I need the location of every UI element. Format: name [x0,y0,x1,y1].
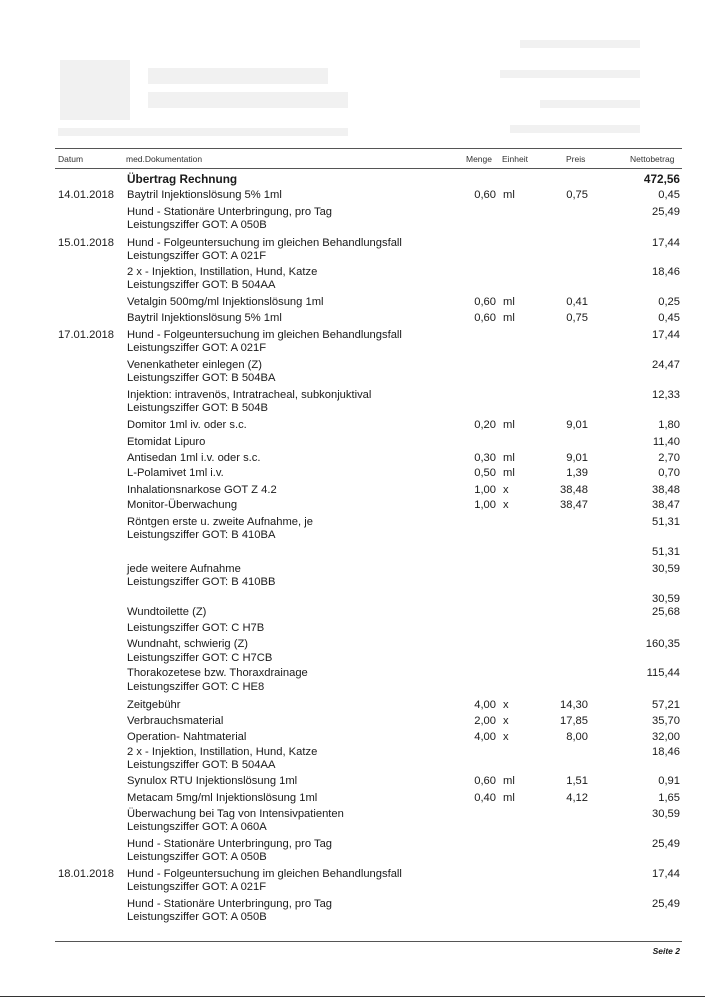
cell-desc: Leistungsziffer GOT: A 021F [127,881,267,893]
page-number: Seite 2 [652,946,680,956]
bottom-rule [55,941,682,942]
cell-desc: Vetalgin 500mg/ml Injektionslösung 1ml [127,296,324,308]
col-header-einheit: Einheit [502,154,528,164]
cell-desc: Hund - Stationäre Unterbringung, pro Tag [127,898,333,910]
cell-desc: Metacam 5mg/ml Injektionslösung 1ml [127,792,318,804]
cell-net: 25,68 [652,606,680,618]
cell-unit: x [503,715,509,727]
cell-menge: 0,60 [474,775,496,787]
cell-menge: 0,30 [474,452,496,464]
cell-unit: ml [503,452,515,464]
cell-net: 18,46 [652,746,680,758]
cell-price: 9,01 [566,419,588,431]
cell-desc: Monitor-Überwachung [127,499,238,511]
cell-menge: 0,60 [474,296,496,308]
cell-desc: Leistungsziffer GOT: A 050B [127,851,267,863]
cell-desc: Leistungsziffer GOT: B 410BA [127,529,276,541]
cell-date: 14.01.2018 [58,189,114,201]
cell-net: 12,33 [652,389,680,401]
cell-unit: x [503,499,509,511]
cell-net: 51,31 [652,516,680,528]
cell-desc: Zeitgebühr [127,699,181,711]
cell-net: 0,91 [658,775,680,787]
cell-net: 30,59 [652,563,680,575]
cell-menge: 4,00 [474,699,496,711]
cell-price: 0,75 [566,189,588,201]
cell-unit: x [503,484,509,496]
cell-desc: Leistungsziffer GOT: A 021F [127,250,267,262]
cell-desc: Domitor 1ml iv. oder s.c. [127,419,247,431]
cell-net: 30,59 [652,808,680,820]
cell-desc: Injektion: intravenös, Intratracheal, subkonjuktival [127,389,372,401]
cell-net: 115,44 [646,667,680,679]
cell-menge: 0,40 [474,792,496,804]
cell-net: 18,46 [652,266,680,278]
cell-desc: Thorakozetese bzw. Thoraxdrainage [127,667,308,679]
cell-desc: Hund - Folgeuntersuchung im gleichen Behandlungsfall [127,868,402,880]
cell-price: 38,48 [560,484,588,496]
cell-desc: Leistungsziffer GOT: C H7CB [127,652,273,664]
cell-desc: Verbrauchsmaterial [127,715,224,727]
cell-desc: Leistungsziffer GOT: C H7B [127,622,265,634]
faded-address-block [480,30,650,140]
cell-desc: Inhalationsnarkose GOT Z 4.2 [127,484,277,496]
cell-price: 1,39 [566,467,588,479]
header-rule [55,168,682,169]
cell-unit: x [503,731,509,743]
cell-desc: Venenkatheter einlegen (Z) [127,359,262,371]
cell-menge: 0,60 [474,189,496,201]
cell-date: 17.01.2018 [58,329,114,341]
cell-net: 17,44 [652,329,680,341]
cell-unit: ml [503,792,515,804]
cell-net: 25,49 [652,838,680,850]
cell-net: 0,45 [658,189,680,201]
cell-price: 0,41 [566,296,588,308]
cell-unit: ml [503,189,515,201]
faded-logo-watermark [58,40,358,140]
cell-desc: Leistungsziffer GOT: B 504AA [127,279,276,291]
cell-desc: Hund - Folgeuntersuchung im gleichen Behandlungsfall [127,237,402,249]
cell-date: 18.01.2018 [58,868,114,880]
cell-date: 15.01.2018 [58,237,114,249]
cell-desc: Leistungsziffer GOT: B 504B [127,402,268,414]
col-header-nettobetrag: Nettobetrag [630,154,675,164]
col-header-preis: Preis [566,154,586,164]
cell-net: 0,25 [658,296,680,308]
cell-desc: Leistungsziffer GOT: A 050B [127,219,267,231]
cell-net: 17,44 [652,868,680,880]
cell-unit: ml [503,312,515,324]
cell-desc: Röntgen erste u. zweite Aufnahme, je [127,516,313,528]
cell-menge: 4,00 [474,731,496,743]
cell-desc: Baytril Injektionslösung 5% 1ml [127,189,282,201]
cell-desc: Synulox RTU Injektionslösung 1ml [127,775,298,787]
cell-unit: ml [503,419,515,431]
cell-desc: 2 x - Injektion, Instillation, Hund, Katze [127,746,318,758]
cell-menge: 1,00 [474,499,496,511]
cell-menge: 1,00 [474,484,496,496]
cell-price: 0,75 [566,312,588,324]
cell-net: 38,48 [652,484,680,496]
cell-desc: Operation- Nahtmaterial [127,731,247,743]
cell-net: 38,47 [652,499,680,511]
cell-price: 14,30 [560,699,588,711]
cell-price: 4,12 [566,792,588,804]
cell-net: 24,47 [652,359,680,371]
cell-desc: Leistungsziffer GOT: A 021F [127,342,267,354]
cell-desc: jede weitere Aufnahme [127,563,241,575]
cell-desc: Wundnaht, schwierig (Z) [127,638,249,650]
cell-menge: 0,60 [474,312,496,324]
cell-net: 0,45 [658,312,680,324]
col-header-menge: Menge [466,154,492,164]
cell-price: 38,47 [560,499,588,511]
cell-price: 8,00 [566,731,588,743]
cell-unit: ml [503,296,515,308]
uebertrag-label: Übertrag Rechnung [127,172,238,186]
col-header-datum: Datum [58,154,84,164]
cell-desc: 2 x - Injektion, Instillation, Hund, Katze [127,266,318,278]
top-rule [55,148,682,149]
cell-net: 32,00 [652,731,680,743]
cell-desc: Antisedan 1ml i.v. oder s.c. [127,452,261,464]
cell-net: 2,70 [658,452,680,464]
cell-net: 35,70 [652,715,680,727]
cell-desc: Baytril Injektionslösung 5% 1ml [127,312,282,324]
cell-net: 1,65 [658,792,680,804]
cell-desc: Überwachung bei Tag von Intensivpatienten [127,808,344,820]
cell-price: 1,51 [566,775,588,787]
cell-menge: 0,20 [474,419,496,431]
cell-net: 25,49 [652,898,680,910]
cell-price: 9,01 [566,452,588,464]
cell-net: 51,31 [652,546,680,558]
cell-desc: Hund - Folgeuntersuchung im gleichen Behandlungsfall [127,329,402,341]
cell-net: 17,44 [652,237,680,249]
cell-desc: Leistungsziffer GOT: C HE8 [127,681,265,693]
page-edge-line [0,996,705,997]
cell-price: 17,85 [560,715,588,727]
cell-net: 160,35 [645,638,680,650]
cell-desc: Leistungsziffer GOT: A 050B [127,911,267,923]
cell-desc: Leistungsziffer GOT: B 504BA [127,372,276,384]
cell-net: 25,49 [652,206,680,218]
cell-net: 11,40 [652,436,680,448]
cell-desc: L-Polamivet 1ml i.v. [127,467,224,479]
cell-desc: Etomidat Lipuro [127,436,206,448]
cell-menge: 0,50 [474,467,496,479]
cell-desc: Hund - Stationäre Unterbringung, pro Tag [127,206,333,218]
cell-desc: Hund - Stationäre Unterbringung, pro Tag [127,838,333,850]
cell-net: 1,80 [658,419,680,431]
cell-net: 30,59 [652,593,680,605]
cell-unit: ml [503,775,515,787]
cell-desc: Leistungsziffer GOT: A 060A [127,821,267,833]
cell-net: 57,21 [652,699,680,711]
cell-desc: Leistungsziffer GOT: B 410BB [127,576,276,588]
cell-desc: Leistungsziffer GOT: B 504AA [127,759,276,771]
cell-unit: ml [503,467,515,479]
cell-unit: x [503,699,509,711]
cell-net: 0,70 [658,467,680,479]
cell-menge: 2,00 [474,715,496,727]
col-header-dokumentation: med.Dokumentation [126,154,203,164]
uebertrag-amount: 472,56 [643,172,680,186]
cell-desc: Wundtoilette (Z) [127,606,207,618]
